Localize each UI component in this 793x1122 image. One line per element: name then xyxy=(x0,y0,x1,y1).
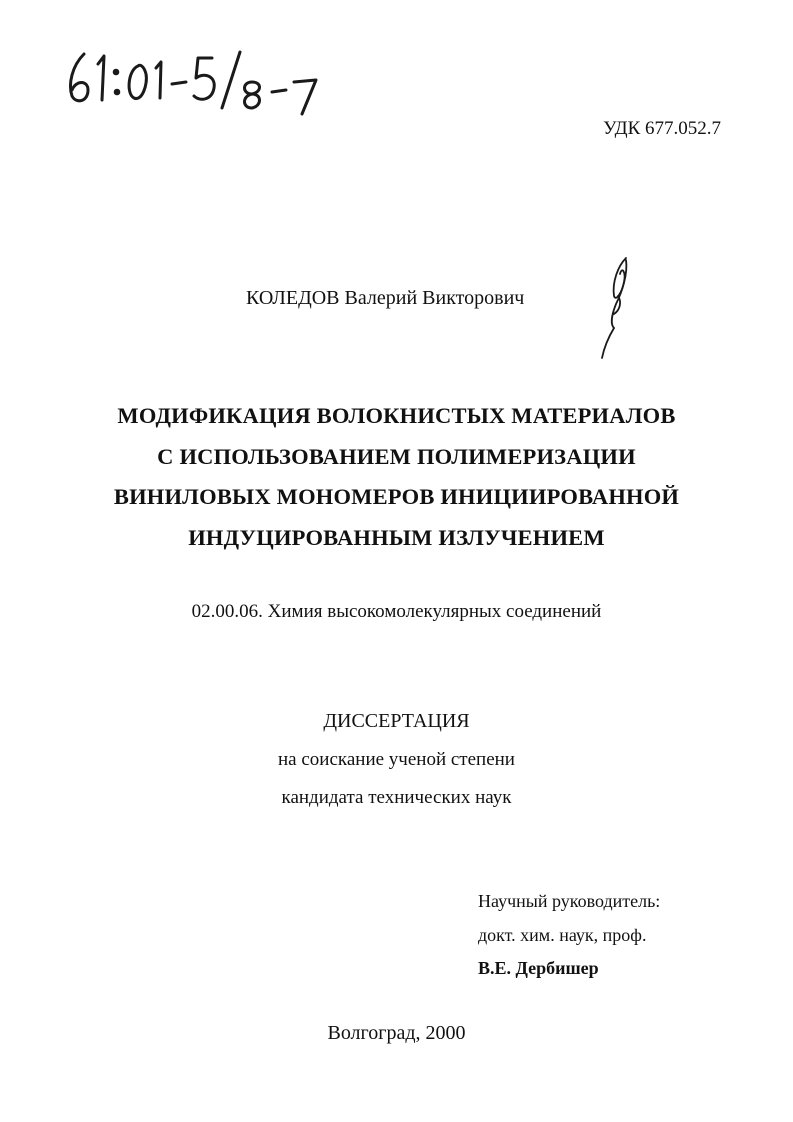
author-signature xyxy=(592,252,642,364)
title-line: С ИСПОЛЬЗОВАНИЕМ ПОЛИМЕРИЗАЦИИ xyxy=(157,443,636,469)
title-line: МОДИФИКАЦИЯ ВОЛОКНИСТЫХ МАТЕРИАЛОВ xyxy=(117,403,676,428)
udk-code: УДК 677.052.7 xyxy=(603,118,721,139)
supervisor-degree: докт. хим. наук, проф. xyxy=(478,925,647,945)
dissertation-type: ДИССЕРТАЦИЯ xyxy=(323,710,470,732)
degree-line-1: на соискание ученой степени xyxy=(278,749,515,770)
city-year: Волгоград, 2000 xyxy=(327,1022,466,1044)
signature-drawing xyxy=(592,252,642,364)
handwritten-archive-code xyxy=(62,44,332,120)
supervisor-name: В.Е. Дербишер xyxy=(478,958,599,978)
author-name: КОЛЕДОВ Валерий Викторович xyxy=(246,287,525,309)
dissertation-title xyxy=(0,396,793,558)
title-line: ИНДУЦИРОВАННЫМ ИЗЛУЧЕНИЕМ xyxy=(188,524,605,550)
supervisor-label: Научный руководитель: xyxy=(478,891,661,911)
specialty-code: 02.00.06. Химия высокомолекулярных соединений xyxy=(191,601,602,622)
degree-line-2: кандидата технических наук xyxy=(281,787,512,808)
title-line: ВИНИЛОВЫХ МОНОМЕРОВ ИНИЦИИРОВАННОЙ xyxy=(113,484,680,509)
handwritten-code-drawing xyxy=(62,44,332,120)
